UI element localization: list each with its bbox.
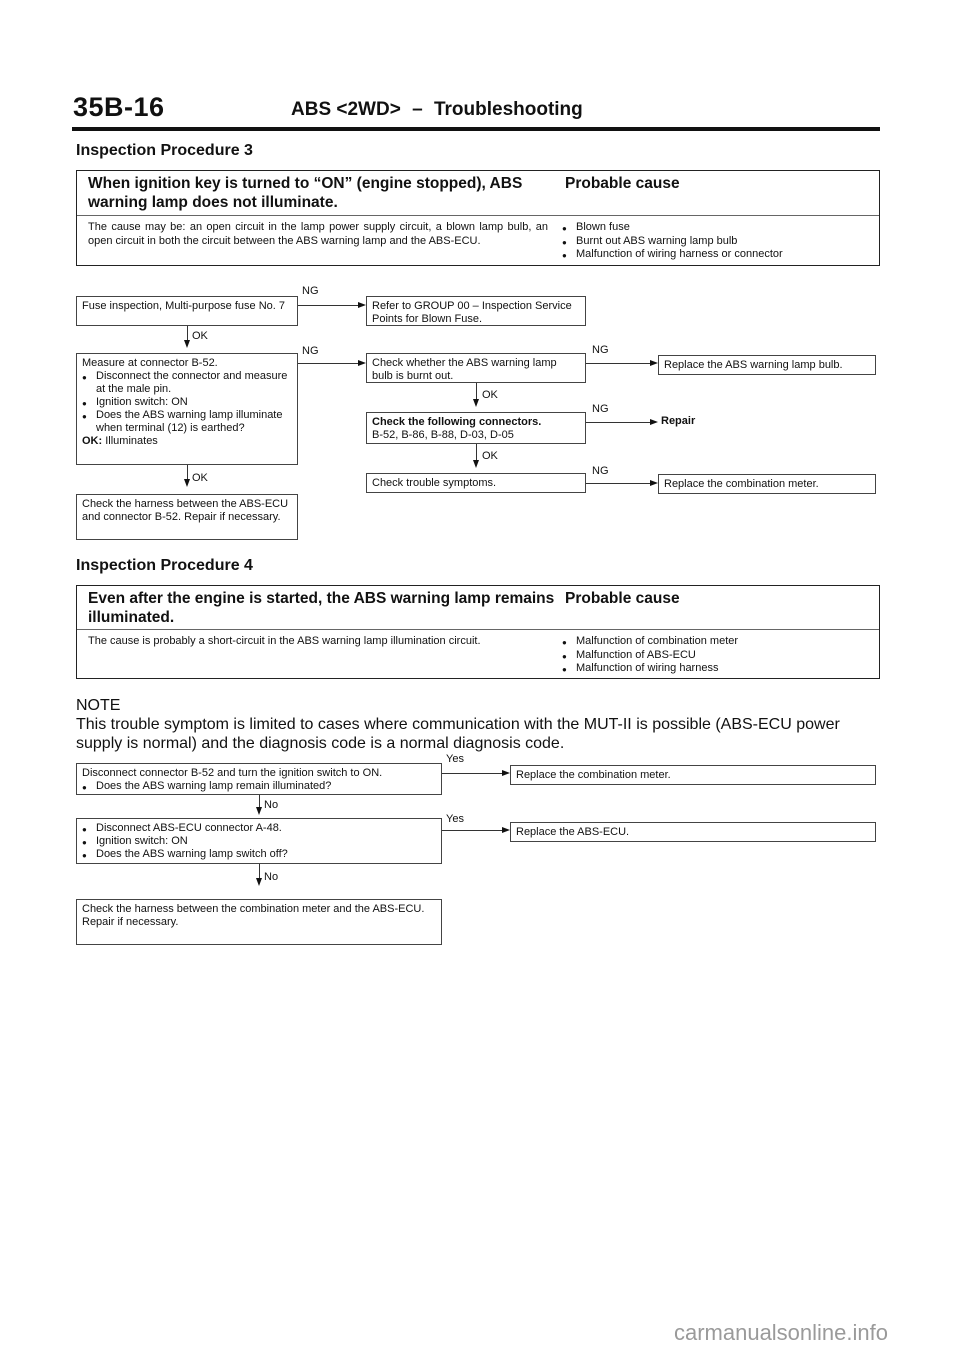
step1-item: ● Does the ABS warning lamp remain illuminated? bbox=[82, 780, 436, 793]
connector-line bbox=[298, 305, 358, 306]
connector-line bbox=[442, 830, 502, 831]
arrow-right-icon bbox=[650, 419, 658, 425]
page-number: 35B-16 bbox=[73, 92, 165, 122]
lamp-check-box: Check whether the ABS warning lamp bulb is burnt out. bbox=[366, 353, 586, 383]
measure-title: Measure at connector B-52. bbox=[82, 357, 218, 369]
ok-label: OK bbox=[192, 330, 208, 342]
note-label: NOTE bbox=[76, 697, 121, 714]
arrow-down-icon bbox=[256, 878, 262, 886]
connectors-list: B-52, B-86, B-88, D-03, D-05 bbox=[372, 429, 514, 441]
ok-label: OK bbox=[482, 450, 498, 462]
procedure4-description: The cause is probably a short-circuit in the ABS warning lamp illumination circuit. bbox=[88, 635, 481, 647]
step2-item: ● Does the ABS warning lamp switch off? bbox=[82, 848, 436, 861]
connectors-check-box bbox=[366, 412, 586, 444]
replace-meter-box-2: Replace the combination meter. bbox=[510, 765, 876, 785]
procedure3-causes bbox=[562, 221, 872, 262]
table-divider bbox=[77, 629, 879, 630]
harness-line: Check the harness between the combination meter and the ABS-ECU. bbox=[82, 903, 425, 915]
connector-line bbox=[586, 422, 650, 423]
step2-item: ● Ignition switch: ON bbox=[82, 835, 436, 848]
ng-label: NG bbox=[592, 403, 609, 415]
procedure3-table bbox=[76, 170, 880, 266]
connector-line bbox=[476, 383, 477, 399]
cause-item: ● Malfunction of wiring harness or connector bbox=[562, 248, 872, 262]
title-main: ABS <2WD> bbox=[291, 99, 401, 120]
measure-item: ● Ignition switch: ON bbox=[82, 396, 292, 409]
cause-item: ● Malfunction of wiring harness bbox=[562, 662, 872, 676]
connector-line bbox=[298, 363, 358, 364]
harness-check-box: Check the harness between the ABS-ECU and connector B-52. Repair if necessary. bbox=[76, 494, 298, 540]
replace-bulb-box: Replace the ABS warning lamp bulb. bbox=[658, 355, 876, 375]
header-rule bbox=[72, 127, 880, 131]
arrow-right-icon bbox=[502, 827, 510, 833]
arrow-right-icon bbox=[650, 480, 658, 486]
step1-box bbox=[76, 763, 442, 795]
replace-meter-box: Replace the combination meter. bbox=[658, 474, 876, 494]
connector-line bbox=[586, 483, 650, 484]
measure-ok-value: Illuminates bbox=[105, 435, 158, 447]
repair-label: Repair bbox=[661, 415, 696, 427]
step1-title: Disconnect connector B-52 and turn the ignition switch to ON. bbox=[82, 767, 383, 779]
step2-items bbox=[82, 822, 436, 861]
step2-box bbox=[76, 818, 442, 864]
procedure3-description: The cause may be: an open circuit in the lamp power supply circuit, a blown lamp bulb, an open circuit in both the circuit between the ABS warning lamp and the ABS-ECU. bbox=[88, 221, 548, 247]
yes-label: Yes bbox=[446, 813, 464, 825]
arrow-down-icon bbox=[256, 807, 262, 815]
ng-label: NG bbox=[592, 344, 609, 356]
title-sub: Troubleshooting bbox=[433, 99, 583, 120]
measure-item: ● Does the ABS warning lamp illuminate when terminal (12) is earthed? bbox=[82, 409, 292, 435]
procedure4-table bbox=[76, 585, 880, 679]
cause-item: ● Malfunction of combination meter bbox=[562, 635, 872, 649]
measure-item: ● Disconnect the connector and measure at the male pin. bbox=[82, 370, 292, 396]
procedure3-symptom: When ignition key is turned to “ON” (engine stopped), ABS warning lamp does not illuminate. bbox=[88, 175, 523, 211]
arrow-down-icon bbox=[473, 399, 479, 407]
arrow-right-icon bbox=[502, 770, 510, 776]
harness-check-box-2 bbox=[76, 899, 442, 945]
step1-items bbox=[82, 780, 436, 793]
connector-line bbox=[259, 795, 260, 807]
ng-label: NG bbox=[302, 285, 319, 297]
arrow-right-icon bbox=[358, 302, 366, 308]
connector-line bbox=[476, 444, 477, 460]
procedure3-probable-cause-label: Probable cause bbox=[565, 175, 680, 192]
connector-line bbox=[187, 326, 188, 340]
procedure4-probable-cause-label: Probable cause bbox=[565, 590, 680, 607]
page-title bbox=[291, 99, 583, 121]
measure-ok-label: OK: bbox=[82, 435, 103, 447]
ng-label: NG bbox=[592, 465, 609, 477]
arrow-down-icon bbox=[184, 479, 190, 487]
cause-item: ● Blown fuse bbox=[562, 221, 872, 235]
procedure3-title: Inspection Procedure 3 bbox=[76, 142, 253, 159]
fuse-inspection-box: Fuse inspection, Multi-purpose fuse No. 7 bbox=[76, 296, 298, 326]
yes-label: Yes bbox=[446, 753, 464, 765]
connector-line bbox=[259, 864, 260, 878]
connector-line bbox=[586, 363, 650, 364]
measure-items bbox=[82, 370, 292, 435]
no-label: No bbox=[264, 799, 279, 811]
refer-box: Refer to GROUP 00 – Inspection Service Points for Blown Fuse. bbox=[366, 296, 586, 326]
no-label: No bbox=[264, 871, 279, 883]
connector-line bbox=[187, 465, 188, 479]
cause-item: ● Malfunction of ABS-ECU bbox=[562, 649, 872, 663]
watermark: carmanualsonline.info bbox=[673, 1320, 888, 1345]
measure-ok bbox=[82, 435, 292, 448]
note-text: This trouble symptom is limited to cases where communication with the MUT-II is possible (ABS-ECU power supply is normal) and the diagnosis code is a normal diagnosis code. bbox=[76, 716, 840, 752]
measure-connector-box bbox=[76, 353, 298, 465]
ok-label: OK bbox=[192, 472, 208, 484]
trouble-symptoms-box: Check trouble symptoms. bbox=[366, 473, 586, 493]
ng-label: NG bbox=[302, 345, 319, 357]
cause-item: ● Burnt out ABS warning lamp bulb bbox=[562, 235, 872, 249]
title-dash: – bbox=[412, 99, 423, 120]
table-divider bbox=[77, 215, 879, 216]
step2-item: ● Disconnect ABS-ECU connector A-48. bbox=[82, 822, 436, 835]
procedure4-title: Inspection Procedure 4 bbox=[76, 557, 253, 574]
connector-line bbox=[442, 773, 502, 774]
procedure4-causes bbox=[562, 635, 872, 676]
replace-ecu-box: Replace the ABS-ECU. bbox=[510, 822, 876, 842]
procedure4-symptom: Even after the engine is started, the ABS warning lamp remains illuminated. bbox=[88, 590, 555, 626]
connectors-title: Check the following connectors. bbox=[372, 416, 542, 428]
arrow-down-icon bbox=[184, 340, 190, 348]
ok-label: OK bbox=[482, 389, 498, 401]
harness-line: Repair if necessary. bbox=[82, 916, 179, 928]
arrow-down-icon bbox=[473, 460, 479, 468]
arrow-right-icon bbox=[358, 360, 366, 366]
arrow-right-icon bbox=[650, 360, 658, 366]
